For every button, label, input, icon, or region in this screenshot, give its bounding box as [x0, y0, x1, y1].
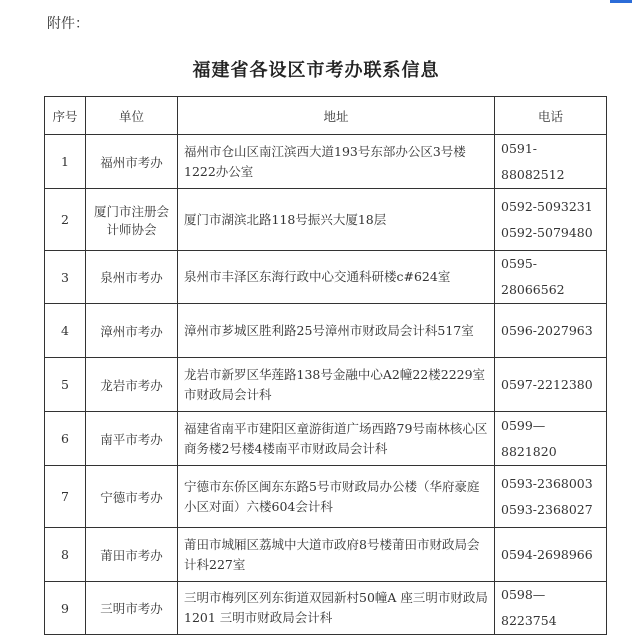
- contacts-table: [44, 96, 607, 635]
- phone-cell: [495, 466, 607, 528]
- phone-number: 0595-28066562: [501, 256, 565, 297]
- phone-number: 0593-2368027: [501, 501, 593, 517]
- phone-number: 0598—8223754: [501, 587, 557, 628]
- address: 龙岩市新罗区华莲路138号金融中心A2幢22楼2229室市财政局会计科: [178, 358, 495, 412]
- table-row: [45, 189, 607, 251]
- unit-name: 南平市考办: [86, 412, 178, 466]
- unit-name: 漳州市考办: [86, 304, 178, 358]
- unit-name: 宁德市考办: [86, 466, 178, 528]
- table-row: [45, 582, 607, 635]
- phone-number: 0591-88082512: [501, 140, 565, 182]
- row-number: 6: [45, 412, 86, 466]
- address: 福建省南平市建阳区童游街道广场西路79号南林核心区商务楼2号楼4楼南平市财政局会计科: [178, 412, 495, 466]
- address: 泉州市丰泽区东海行政中心交通科研楼c#624室: [178, 251, 495, 304]
- document-title: 福建省各设区市考办联系信息: [192, 60, 440, 81]
- address: 福州市仓山区南江滨西大道193号东部办公区3号楼1222办公室: [178, 135, 495, 189]
- phone-cell: [495, 189, 607, 251]
- row-number: 7: [45, 466, 86, 528]
- attachment-label: 附件：: [47, 16, 89, 32]
- col-header-phone: 电话: [495, 97, 607, 135]
- phone-cell: [495, 251, 607, 304]
- phone-cell: [495, 582, 607, 635]
- unit-name: 龙岩市考办: [86, 358, 178, 412]
- unit-name: 三明市考办: [86, 582, 178, 635]
- address: 莆田市城厢区荔城中大道市政府8号楼莆田市财政局会计科227室: [178, 528, 495, 582]
- unit-name: 莆田市考办: [86, 528, 178, 582]
- phone-number: 0592-5093231: [501, 198, 593, 214]
- phone-cell: [495, 358, 607, 412]
- table-row: [45, 466, 607, 528]
- phone-number: 0594-2698966: [501, 546, 593, 562]
- unit-name: 厦门市注册会计师协会: [86, 189, 178, 251]
- phone-cell: [495, 412, 607, 466]
- phone-number: 0592-5079480: [501, 224, 593, 240]
- phone-number: 0593-2368003: [501, 475, 593, 491]
- row-number: 9: [45, 582, 86, 635]
- address: 漳州市芗城区胜利路25号漳州市财政局会计科517室: [178, 304, 495, 358]
- col-header-no: 序号: [45, 97, 86, 135]
- row-number: 1: [45, 135, 86, 189]
- address: 三明市梅列区列东街道双园新村50幢A 座三明市财政局1201 三明市财政局会计科: [178, 582, 495, 635]
- table-row: [45, 304, 607, 358]
- phone-number: 0597-2212380: [501, 376, 593, 392]
- corner-accent: [610, 0, 632, 3]
- phone-cell: [495, 135, 607, 189]
- row-number: 5: [45, 358, 86, 412]
- table-row: [45, 412, 607, 466]
- table-row: [45, 358, 607, 412]
- phone-number: 0596-2027963: [501, 322, 593, 338]
- table-row: [45, 251, 607, 304]
- row-number: 3: [45, 251, 86, 304]
- col-header-unit: 单位: [86, 97, 178, 135]
- row-number: 4: [45, 304, 86, 358]
- table-row: [45, 135, 607, 189]
- phone-number: 0599—8821820: [501, 417, 557, 459]
- row-number: 2: [45, 189, 86, 251]
- table-row: [45, 528, 607, 582]
- header-row: [45, 97, 607, 135]
- phone-cell: [495, 528, 607, 582]
- col-header-address: 地址: [178, 97, 495, 135]
- row-number: 8: [45, 528, 86, 582]
- address: 宁德市东侨区闽东东路5号市财政局办公楼（华府豪庭小区对面）六楼604会计科: [178, 466, 495, 528]
- address: 厦门市湖滨北路118号振兴大厦18层: [178, 189, 495, 251]
- phone-cell: [495, 304, 607, 358]
- unit-name: 泉州市考办: [86, 251, 178, 304]
- unit-name: 福州市考办: [86, 135, 178, 189]
